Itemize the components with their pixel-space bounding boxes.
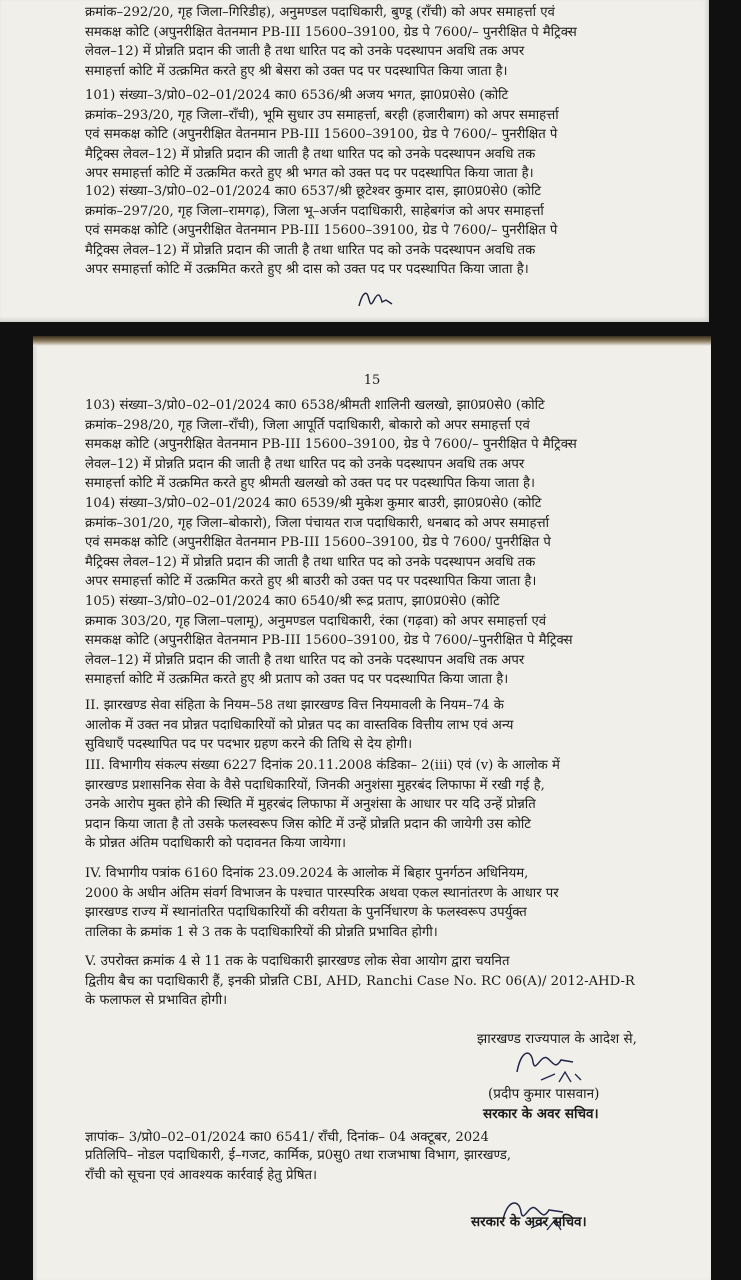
text-line: राँची को सूचना एवं आवश्यक कार्रवाई हेतु प्रेषित।	[85, 1167, 318, 1183]
page-number: 15	[363, 373, 381, 388]
text-line: समाहर्त्ता कोटि में उत्क्रमित करते हुए श्रीमती खलखो को उक्त पद पर पदस्थापित किया जाता है।	[85, 476, 536, 492]
entry-104	[85, 494, 665, 592]
text-line: उनके आरोप मुक्त होने की स्थिति में मुहरबंद लिफाफा में अनुशंसा के आधार पर यदि उन्हें प्रोन्नति	[85, 797, 536, 813]
memo-line	[85, 1128, 665, 1148]
copy-forwarding	[85, 1146, 665, 1185]
text-line: प्रदान किया जाता है तो उसके फलस्वरूप जिस कोटि में उन्हें प्रोन्नति प्रदान की जायेगी उस कोटि	[85, 816, 531, 832]
text-line: 103) संख्या–3/प्रो0–02–01/2024 का0 6538/श्रीमती शालिनी खलखो, झा0प्र0से0 (कोटि	[85, 398, 545, 413]
clause-v	[85, 952, 665, 1011]
text-line: आलोक में उक्त नव प्रोन्नत पदाधिकारियों को प्रोन्नत पद का वास्तविक वित्तीय लाभ एवं अन्य	[85, 717, 514, 733]
text-line: III. विभागीय संकल्प संख्या 6227 दिनांक 20.11.2008 कंडिका– 2(iii) एवं (v) के आलोक में	[85, 758, 560, 773]
signer-name: (प्रदीप कुमार पासवान)	[488, 1086, 600, 1102]
text-line: क्रमांक–301/20, गृह जिला–बोकारो), जिला पंचायत राज पदाधिकारी, धनबाद को अपर समाहर्त्ता	[85, 515, 550, 531]
text-line: II. झारखण्ड सेवा संहिता के नियम–58 तथा झारखण्ड वित्त नियमावली के नियम–74 के	[85, 698, 504, 713]
clause-ii	[85, 696, 665, 755]
entry-103	[85, 396, 665, 494]
text-line: सुविधाएँ पदस्थापित पद पर पदभार ग्रहण करने की तिथि से देय होगी।	[85, 737, 413, 753]
text-line: लेवल–12) में प्रोन्नति प्रदान की जाती है तथा धारित पद को उनके पदस्थापन अवधि तक अपर	[85, 44, 525, 60]
initials-signature	[356, 286, 396, 312]
text-line: क्रमांक–297/20, गृह जिला–रामगढ़), जिला भू–अर्जन पदाधिकारी, साहेबगंज को अपर समाहर्त्ता	[85, 203, 544, 219]
text-line: तालिका के क्रमांक 1 से 3 तक के पदाधिकारियों की प्रोन्नति प्रभावित होगी।	[85, 924, 438, 940]
text-line: अपर समाहर्त्ता कोटि में उत्क्रमित करते हुए श्री भगत को उक्त पद पर पदस्थापित किया जाता है।	[85, 166, 534, 182]
text-line: मैट्रिक्स लेवल–12) में प्रोन्नति प्रदान की जाती है तथा धारित पद को उनके पदस्थापन अवधि तक	[85, 146, 536, 162]
text-line: अपर समाहर्त्ता कोटि में उत्क्रमित करते हुए श्री दास को उक्त पद पर पदस्थापित किया जाता है।	[85, 262, 529, 278]
text-line: 104) संख्या–3/प्रो0–02–01/2024 का0 6539/श्री मुकेश कुमार बाउरी, झा0प्र0से0 (कोटि	[85, 496, 542, 511]
text-line: क्रमांक–298/20, गृह जिला–राँची), जिला आपूर्ति पदाधिकारी, बोकारो को अपर समाहर्त्ता एवं	[85, 417, 530, 433]
text-line: लेवल–12) में प्रोन्नति प्रदान की जाती है तथा धारित पद को उनके पदस्थापन अवधि तक अपर	[85, 652, 525, 668]
bottom-page	[33, 336, 711, 1280]
text-line: क्रमांक–293/20, गृह जिला–राँची), भूमि सुधार उप समाहर्त्ता, बरही (हजारीबाग) को अपर समाहर्त्ता	[85, 107, 559, 123]
text-line: V. उपरोक्त क्रमांक 4 से 11 तक के पदाधिकारी झारखण्ड लोक सेवा आयोग द्वारा चयनित	[85, 954, 510, 969]
text-line: के फलाफल से प्रभावित होगी।	[85, 993, 228, 1009]
text-line: लेवल–12) में प्रोन्नति प्रदान की जाती है तथा धारित पद को उनके पदस्थापन अवधि तक अपर	[85, 456, 525, 472]
text-line: समाहर्त्ता कोटि में उत्क्रमित करते हुए श्री प्रताप को उक्त पद पर पदस्थापित किया जाता है।	[85, 672, 509, 688]
text-line: 105) संख्या–3/प्रो0–02–01/2024 का0 6540/श्री रूद्र प्रताप, झा0प्र0से0 (कोटि	[85, 594, 500, 609]
entry-102	[85, 182, 663, 280]
text-line: क्रमांक–292/20, गृह जिला–गिरिडीह), अनुमण्डल पदाधिकारी, बुण्डू (राँची) को अपर समाहर्त्ता एवं	[85, 5, 555, 20]
text-line: एवं समकक्ष कोटि (अपुनरीक्षित वेतनमान PB-III 15600–39100, ग्रेड पे 7600/– पुनरीक्षित पे	[85, 127, 558, 143]
text-line: एवं समकक्ष कोटि (अपुनरीक्षित वेतनमान PB-III 15600–39100, ग्रेड पे 7600/– पुनरीक्षित पे	[85, 223, 558, 239]
text-line: के प्रोन्नत अंतिम पदाधिकारी को पदावनत किया जायेगा।	[85, 836, 347, 852]
page-top-edge	[33, 336, 711, 346]
text-line: झारखण्ड प्रशासनिक सेवा के वैसे पदाधिकारियों, जिनकी अनुशंसा मुहरबंद लिफाफा में रखी गई है,	[85, 777, 545, 793]
text-line: द्वितीय बैच का पदाधिकारी हैं, इनकी प्रोन्नति CBI, AHD, Ranchi Case No. RC 06(A)/ 2012-AHD-R	[85, 973, 635, 989]
signer-designation: सरकार के अवर सचिव।	[483, 1106, 599, 1122]
top-page	[0, 0, 709, 322]
text-line: मैट्रिक्स लेवल–12) में प्रोन्नति प्रदान की जाती है तथा धारित पद को उनके पदस्थापन अवधि तक	[85, 242, 536, 258]
entry-101	[85, 86, 663, 184]
text-line: समाहर्त्ता कोटि में उत्क्रमित करते हुए श्री बेसरा को उक्त पद पर पदस्थापित किया जाता है।	[85, 63, 508, 79]
text-line: 2000 के अधीन अंतिम संवर्ग विभाजन के पश्चात पारस्परिक अथवा एकल स्थानांतरण के आधार पर	[85, 885, 559, 901]
text-line: झारखण्ड राज्य में स्थानांतरित पदाधिकारियों की वरीयता के पुनर्निधारण के फलस्वरूप उपर्युक्त	[85, 905, 527, 921]
text-line: एवं समकक्ष कोटि (अपुनरीक्षित वेतनमान PB-III 15600–39100, ग्रेड पे 7600/ पुनरीक्षित पे	[85, 535, 551, 551]
text-line: समकक्ष कोटि (अपुनरीक्षित वेतनमान PB-III 15600–39100, ग्रेड पे 7600/– पुनरीक्षित पे मैट्रिक्स	[85, 24, 577, 40]
text-line: प्रतिलिपि– नोडल पदाधिकारी, ई–गजट, कार्मिक, प्र0सु0 तथा राजभाषा विभाग, झारखण्ड,	[85, 1148, 512, 1163]
text-line: क्रमाक 303/20, गृह जिला–पलामू), अनुमण्डल पदाधिकारी, रंका (गढ़वा) को अपर समाहर्त्ता एवं	[85, 613, 547, 629]
text-line: ज्ञापांक– 3/प्रो0–02–01/2024 का0 6541/ राँची, दिनांक– 04 अक्टूबर, 2024	[85, 1130, 489, 1145]
text-line: समकक्ष कोटि (अपुनरीक्षित वेतनमान PB-III 15600–39100, ग्रेड पे 7600/–पुनरीक्षित पे मैट्रिक्स	[85, 633, 573, 649]
clause-iv	[85, 864, 665, 942]
text-line: अपर समाहर्त्ता कोटि में उत्क्रमित करते हुए श्री बाउरी को उक्त पद पर पदस्थापित किया जाता है।	[85, 574, 537, 590]
text-line: 102) संख्या–3/प्रो0–02–01/2024 का0 6537/श्री छूटेश्वर कुमार दास, झा0प्र0से0 (कोटि	[85, 184, 542, 199]
order-line: झारखण्ड राज्यपाल के आदेश से,	[477, 1031, 637, 1047]
text-line: 101) संख्या–3/प्रो0–02–01/2024 का0 6536/श्री अजय भगत, झा0प्र0से0 (कोटि	[85, 88, 509, 103]
text-line: समकक्ष कोटि (अपुनरीक्षित वेतनमान PB-III 15600–39100, ग्रेड पे 7600/– पुनरीक्षित पे मैट्रिक्स	[85, 437, 577, 453]
entry-100-continuation	[85, 3, 663, 81]
text-line: मैट्रिक्स लेवल–12) में प्रोन्नति प्रदान की जाती है तथा धारित पद को उनके पदस्थापन अवधि तक	[85, 554, 536, 570]
memo-designation: सरकार के अवर सचिव।	[471, 1214, 587, 1230]
text-line: IV. विभागीय पत्रांक 6160 दिनांक 23.09.2024 के आलोक में बिहार पुनर्गठन अधिनियम,	[85, 866, 529, 881]
clause-iii	[85, 756, 665, 854]
entry-105	[85, 592, 665, 690]
